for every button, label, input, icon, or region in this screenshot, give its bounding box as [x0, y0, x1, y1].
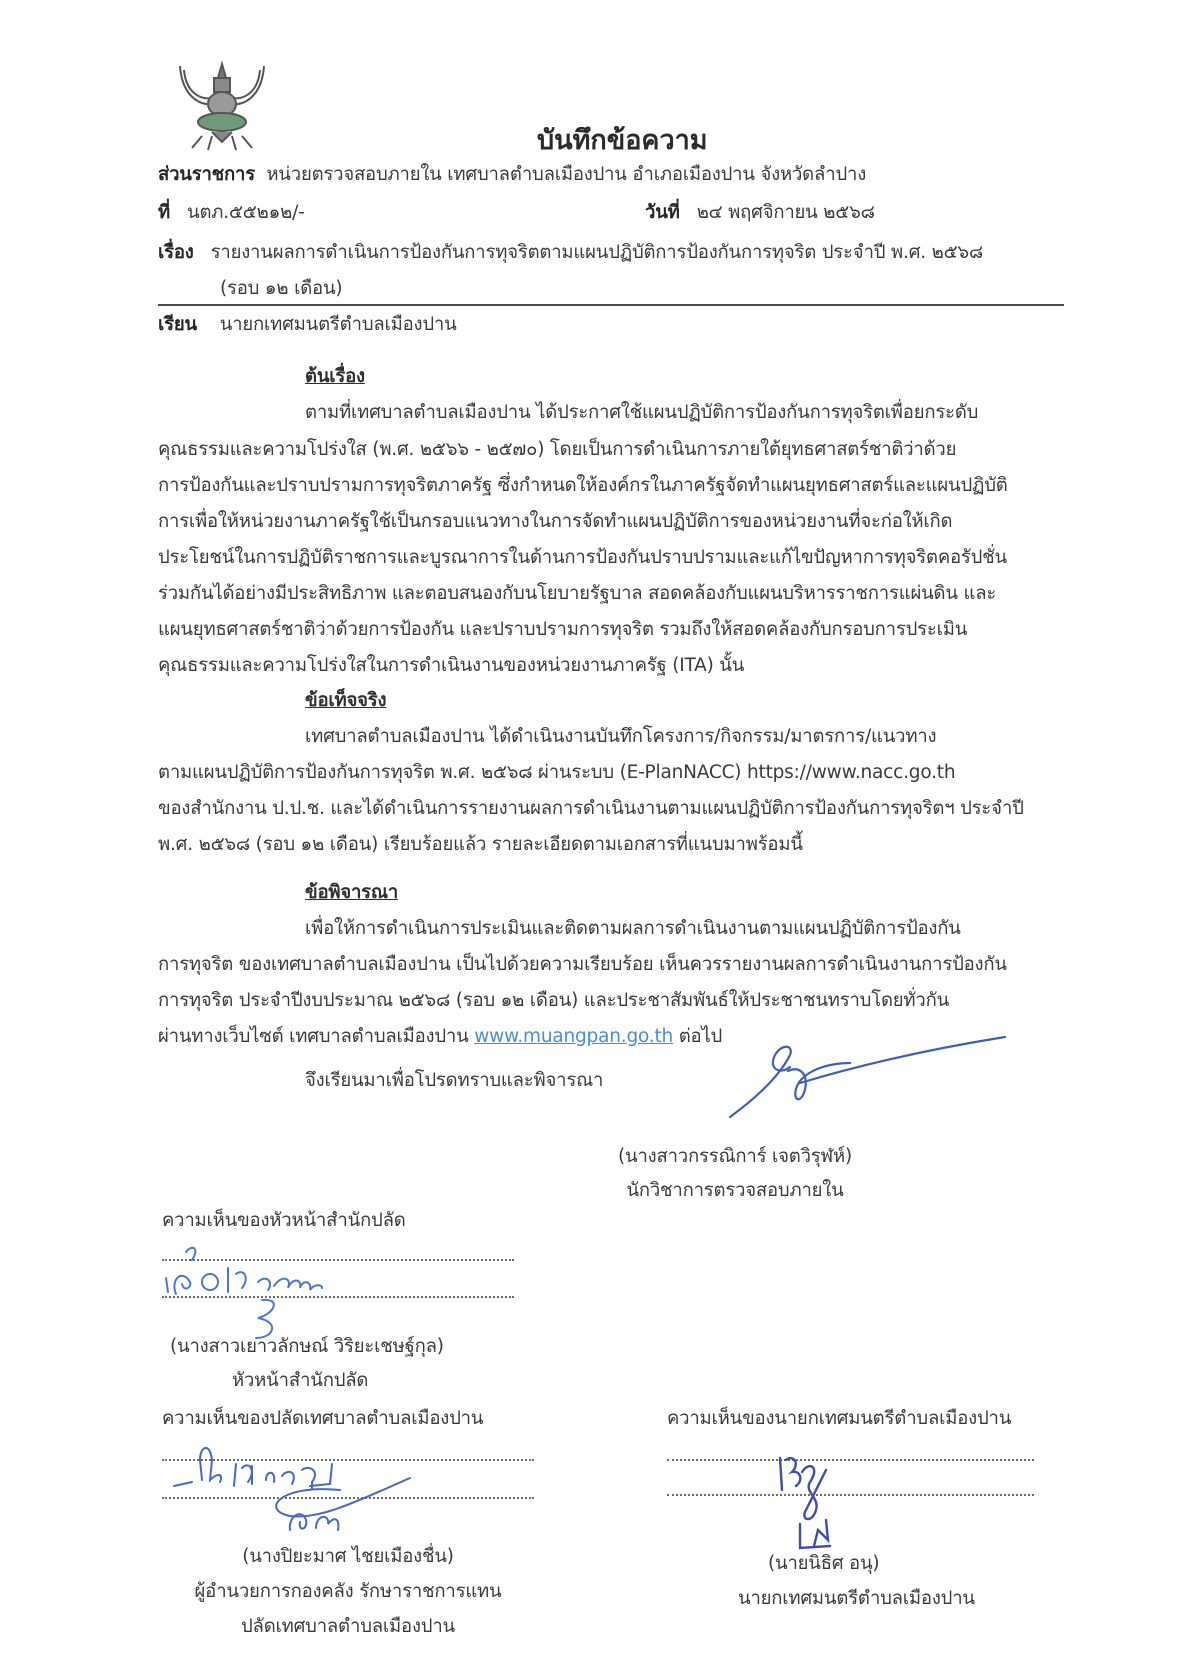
consideration-line-3: การทุจริต ประจำปีงบประมาณ ๒๕๖๘ (รอบ ๑๒ เดือน) และประชาสัมพันธ์ให้ประชาชนทราบโดยทั่วกัน	[158, 990, 950, 1011]
signer-name: (นางสาวกรรณิการ์ เจตวิรุฬห์)	[618, 1146, 852, 1167]
reference-label: ที่	[158, 202, 170, 223]
to-value: นายกเทศมนตรีตำบลเมืองปาน	[219, 314, 457, 335]
garuda-emblem-icon	[172, 56, 272, 156]
mayor-signature-icon	[770, 1450, 880, 1560]
background-line-4: การเพื่อให้หน่วยงานภาครัฐใช้เป็นกรอบแนวทางในการจัดทำแผนปฏิบัติการของหน่วยงานที่จะก่อให้เกิด	[158, 511, 953, 532]
consideration-line-4-prefix: ผ่านทางเว็บไซต์ เทศบาลตำบลเมืองปาน	[158, 1026, 475, 1047]
background-line-2: คุณธรรมและความโปร่งใส (พ.ศ. ๒๕๖๖ - ๒๕๗๐) โดยเป็นการดำเนินการภายใต้ยุทธศาสตร์ชาติว่าด้วย	[158, 439, 957, 460]
deputy-name: (นางปิยะมาศ ไชยเมืองชื่น)	[242, 1546, 454, 1567]
facts-line-1: เทศบาลตำบลเมืองปาน ได้ดำเนินงานบันทึกโครงการ/กิจกรรม/มาตรการ/แนวทาง	[305, 726, 937, 747]
background-line-3: การป้องกันและปราบปรามการทุจริตภาครัฐ ซึ่งกำหนดให้องค์กรในภาครัฐจัดทำแผนยุทธศาสตร์และแผนปฏิบัติ	[158, 475, 1008, 496]
reference-row	[158, 204, 305, 223]
date-label: วันที่	[645, 202, 680, 223]
head-office-handwriting-icon	[162, 1238, 362, 1348]
mayor-position: นายกเทศมนตรีตำบลเมืองปาน	[738, 1588, 975, 1609]
header-divider	[158, 304, 1064, 306]
background-line-7: แผนยุทธศาสตร์ชาติว่าด้วยการป้องกัน และปราบปรามการทุจริต รวมถึงให้สอดคล้องกับกรอบการประเมิน	[158, 619, 968, 640]
reference-value: นตภ.๕๕๒๑๒/-	[187, 202, 305, 223]
consideration-line-1: เพื่อให้การดำเนินการประเมินและติดตามผลการดำเนินงานตามแผนปฏิบัติการป้องกัน	[305, 918, 961, 939]
date-value: ๒๔ พฤศจิกายน ๒๕๖๘	[696, 202, 875, 223]
background-heading: ต้นเรื่อง	[305, 366, 365, 387]
facts-line-2: ตามแผนปฏิบัติการป้องกันการทุจริต พ.ศ. ๒๕๖๘ ผ่านระบบ (E-PlanNACC) https://www.nacc.go.th	[158, 762, 956, 783]
deputy-position-line-2: ปลัดเทศบาลตำบลเมืองปาน	[241, 1616, 455, 1637]
background-line-5: ประโยชน์ในการปฏิบัติราชการและบูรณาการในด้านการป้องกันปราบปรามและแก้ไขปัญหาการทุจริตคอรัปชั่น	[158, 547, 1007, 568]
head-office-opinion-label: ความเห็นของหัวหน้าสำนักปลัด	[162, 1210, 406, 1231]
closing-line: จึงเรียนมาเพื่อโปรดทราบและพิจารณา	[305, 1070, 604, 1091]
agency-row	[158, 166, 866, 185]
to-label: เรียน	[158, 314, 197, 335]
mayor-name: (นายนิธิศ อนุ)	[768, 1553, 880, 1574]
subject-label: เรื่อง	[158, 242, 194, 263]
deputy-opinion-label: ความเห็นของปลัดเทศบาลตำบลเมืองปาน	[162, 1408, 484, 1429]
background-line-6: ร่วมกันได้อย่างมีประสิทธิภาพ และตอบสนองกับนโยบายรัฐบาล สอดคล้องกับแผนบริหารราชการแผ่นดิน และ	[158, 583, 997, 604]
agency-value: หน่วยตรวจสอบภายใน เทศบาลตำบลเมืองปาน อำเภอเมืองปาน จังหวัดลำปาง	[266, 164, 867, 185]
facts-line-4: พ.ศ. ๒๕๖๘ (รอบ ๑๒ เดือน) เรียบร้อยแล้ว รายละเอียดตามเอกสารที่แนบมาพร้อมนี้	[158, 834, 803, 855]
deputy-handwriting-icon	[170, 1420, 470, 1540]
background-line-8: คุณธรรมและความโปร่งใสในการดำเนินงานของหน่วยงานภาครัฐ (ITA) นั้น	[158, 655, 745, 676]
deputy-position-line-1: ผู้อำนวยการกองคลัง รักษาราชการแทน	[194, 1581, 502, 1602]
website-link[interactable]: www.muangpan.go.th	[474, 1026, 674, 1047]
background-line-1: ตามที่เทศบาลตำบลเมืองปาน ได้ประกาศใช้แผนปฏิบัติการป้องกันการทุจริตเพื่อยกระดับ	[305, 402, 979, 423]
facts-heading: ข้อเท็จจริง	[305, 690, 387, 711]
head-office-name: (นางสาวเยาวลักษณ์ วิริยะเชษฐ์กุล)	[170, 1336, 444, 1357]
subject-row	[158, 244, 983, 263]
date-row	[645, 204, 875, 223]
consideration-line-4	[158, 1028, 722, 1047]
consideration-line-4-suffix: ต่อไป	[673, 1026, 723, 1047]
subject-line-2: (รอบ ๑๒ เดือน)	[220, 278, 343, 299]
signer-position: นักวิชาการตรวจสอบภายใน	[626, 1180, 844, 1201]
subject-line-1: รายงานผลการดำเนินการป้องกันการทุจริตตามแผนปฏิบัติการป้องกันการทุจริต ประจำปี พ.ศ. ๒๕๖๘	[210, 242, 984, 263]
consideration-line-2: การทุจริต ของเทศบาลตำบลเมืองปาน เป็นไปด้วยความเรียบร้อย เห็นควรรายงานผลการดำเนินงานการป้องกัน	[158, 954, 1007, 975]
agency-label: ส่วนราชการ	[158, 164, 255, 185]
signer-signature-icon	[720, 1035, 1010, 1125]
document-title: บันทึกข้อความ	[537, 125, 708, 156]
consideration-heading: ข้อพิจารณา	[305, 882, 399, 903]
head-office-position: หัวหน้าสำนักปลัด	[232, 1370, 369, 1391]
facts-line-3: ของสำนักงาน ป.ป.ช. และได้ดำเนินการรายงานผลการดำเนินงานตามแผนปฏิบัติการป้องกันการทุจริตฯ ประจำปี	[158, 798, 1024, 819]
mayor-opinion-label: ความเห็นของนายกเทศมนตรีตำบลเมืองปาน	[667, 1408, 1012, 1429]
to-row	[158, 316, 457, 335]
